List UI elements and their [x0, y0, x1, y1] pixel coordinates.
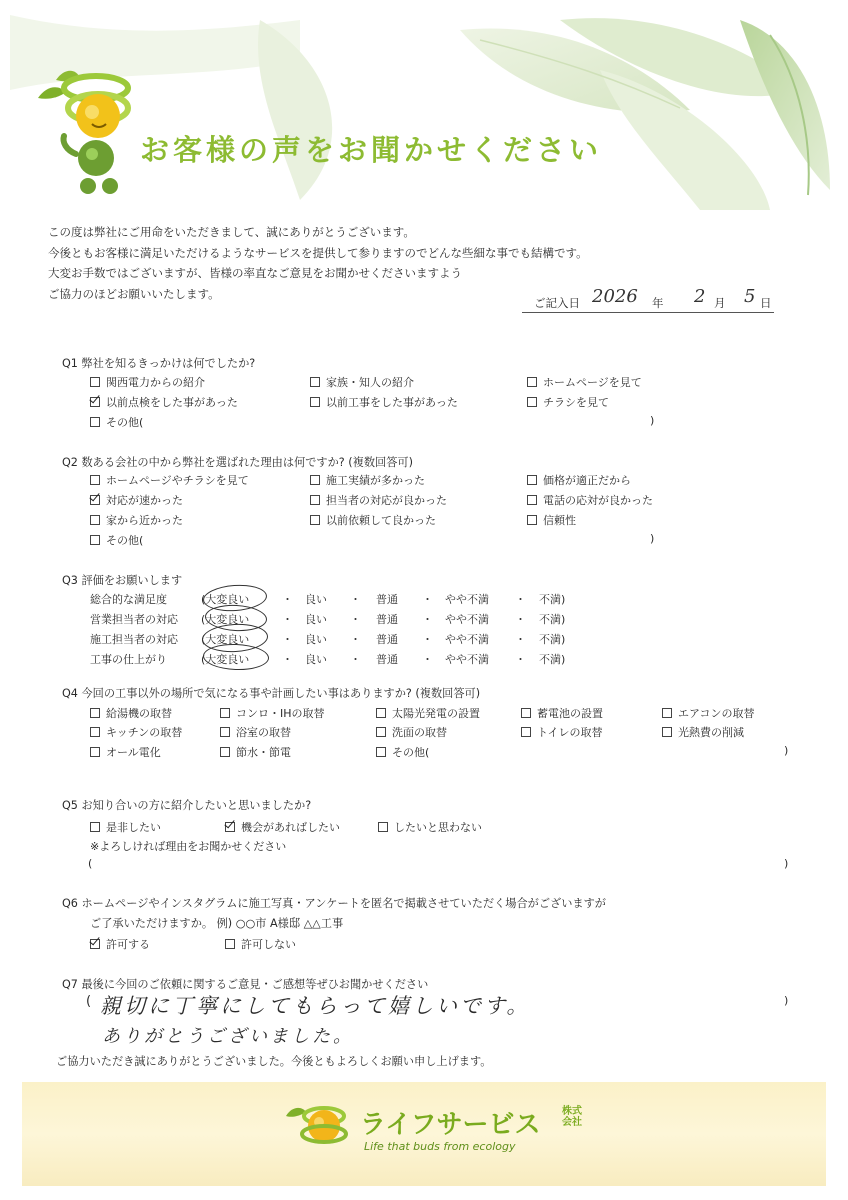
- q1-option[interactable]: 関西電力からの紹介: [90, 374, 205, 390]
- q3-scale-option[interactable]: (大変良い: [201, 653, 250, 666]
- checkbox[interactable]: [90, 727, 100, 737]
- q4-option[interactable]: 光熱費の削減: [662, 724, 744, 740]
- q3-scale-option[interactable]: 普通: [376, 633, 398, 646]
- checkbox[interactable]: [527, 495, 537, 505]
- checkbox-checked[interactable]: [90, 495, 100, 505]
- q2-option[interactable]: 信頼性: [527, 512, 576, 528]
- page-title: お客様の声をお聞かせください: [140, 133, 603, 167]
- checkbox[interactable]: [90, 747, 100, 757]
- date-month: 2: [694, 286, 706, 307]
- q3-scale-option[interactable]: 普通: [376, 593, 398, 606]
- company-logo-icon: [284, 1094, 354, 1154]
- q7-open-paren: (: [86, 994, 92, 1009]
- mascot-icon: [36, 58, 136, 198]
- date-year-unit: 年: [652, 296, 664, 310]
- checkbox[interactable]: [376, 727, 386, 737]
- checkbox[interactable]: [527, 377, 537, 387]
- checkbox[interactable]: [90, 535, 100, 545]
- q3-scale-option[interactable]: 普通: [376, 653, 398, 666]
- q3-scale-option[interactable]: やや不満: [445, 613, 489, 626]
- q3-scale-sep: ・: [422, 593, 433, 606]
- q3-scale-option[interactable]: 不満): [539, 653, 566, 666]
- q1-option[interactable]: ホームページを見て: [527, 374, 642, 390]
- checkbox[interactable]: [662, 727, 672, 737]
- date-day: 5: [744, 286, 756, 307]
- q4-option[interactable]: エアコンの取替: [662, 705, 754, 721]
- q2-option[interactable]: 以前依頼して良かった: [310, 512, 436, 528]
- q3-scale-sep: ・: [350, 593, 361, 606]
- checkbox[interactable]: [90, 475, 100, 485]
- q3-scale-option[interactable]: (大変良い: [201, 593, 250, 606]
- q5-option[interactable]: 機会があればしたい: [225, 819, 340, 835]
- date-month-unit: 月: [714, 296, 726, 310]
- date-label: ご記入日: [534, 296, 580, 310]
- question-q4: Q4 今回の工事以外の場所で気になる事や計画したい事はありますか? (複数回答可): [62, 687, 481, 700]
- q3-scale-option[interactable]: 良い: [305, 593, 327, 606]
- checkbox[interactable]: [310, 515, 320, 525]
- q5-option[interactable]: 是非したい: [90, 819, 161, 835]
- question-q6: Q6 ホームページやインスタグラムに施工写真・アンケートを匿名で掲載させていただく場合がございますが: [62, 897, 606, 910]
- footer-band: [22, 1082, 826, 1186]
- q2-option[interactable]: 施工実績が多かった: [310, 472, 425, 488]
- checkbox[interactable]: [90, 708, 100, 718]
- q3-row-label: 施工担当者の対応: [90, 633, 178, 646]
- q4-option[interactable]: コンロ・IHの取替: [220, 705, 325, 721]
- checkbox-checked[interactable]: [90, 397, 100, 407]
- q2-option[interactable]: 担当者の対応が良かった: [310, 492, 447, 508]
- entry-date[interactable]: [522, 286, 774, 313]
- q7-close-paren: ): [784, 994, 789, 1007]
- q3-scale-sep: ・: [350, 613, 361, 626]
- checkbox[interactable]: [310, 397, 320, 407]
- q3-scale-option[interactable]: やや不満: [445, 653, 489, 666]
- q3-scale-sep: ・: [350, 633, 361, 646]
- q3-row-label: 工事の仕上がり: [90, 653, 167, 666]
- company-corp-suffix: 株式 会社: [562, 1106, 582, 1128]
- checkbox[interactable]: [90, 417, 100, 427]
- q1-option-other[interactable]: その他(: [90, 414, 143, 430]
- q5-note: ※よろしければ理由をお聞かせください: [90, 840, 287, 853]
- q1-option[interactable]: チラシを見て: [527, 394, 609, 410]
- q1-option[interactable]: 以前工事をした事があった: [310, 394, 458, 410]
- q3-scale-sep: ・: [515, 593, 526, 606]
- q3-row-label: 営業担当者の対応: [90, 613, 178, 626]
- q2-option[interactable]: ホームページやチラシを見て: [90, 472, 249, 488]
- q4-option[interactable]: 節水・節電: [220, 744, 291, 760]
- q5-open-paren: (: [88, 857, 93, 870]
- checkbox[interactable]: [378, 822, 388, 832]
- q3-scale-sep: ・: [282, 613, 293, 626]
- checkbox[interactable]: [310, 377, 320, 387]
- checkbox-checked[interactable]: [90, 939, 100, 949]
- q4-option[interactable]: オール電化: [90, 744, 161, 760]
- question-q3: Q3 評価をお願いします: [62, 574, 183, 587]
- q3-scale-sep: ・: [282, 633, 293, 646]
- company-tagline: Life that buds from ecology: [364, 1140, 516, 1153]
- q1-option[interactable]: 家族・知人の紹介: [310, 374, 414, 390]
- intro-text: [48, 222, 588, 304]
- q3-scale-sep: ・: [282, 653, 293, 666]
- q4-option-other[interactable]: その他(: [376, 744, 429, 760]
- q3-scale-option[interactable]: 良い: [305, 653, 327, 666]
- checkbox[interactable]: [220, 727, 230, 737]
- q2-option-other[interactable]: その他(: [90, 532, 143, 548]
- q3-scale-sep: ・: [422, 633, 433, 646]
- q2-option[interactable]: 対応が速かった: [90, 492, 183, 508]
- q1-option[interactable]: 以前点検をした事があった: [90, 394, 238, 410]
- q3-scale-option[interactable]: (大変良い: [201, 613, 250, 626]
- question-q7: Q7 最後に今回のご依頼に関するご意見・ご感想等ぜひお聞かせください: [62, 978, 429, 991]
- q4-option[interactable]: 蓄電池の設置: [521, 705, 603, 721]
- q3-scale-sep: ・: [515, 613, 526, 626]
- checkbox[interactable]: [220, 747, 230, 757]
- q4-close-paren: ): [784, 744, 789, 757]
- q6-option[interactable]: 許可する: [90, 936, 150, 952]
- q5-option[interactable]: したいと思わない: [378, 819, 482, 835]
- q2-option[interactable]: 価格が適正だから: [527, 472, 631, 488]
- q2-option[interactable]: 電話の応対が良かった: [527, 492, 653, 508]
- q3-scale-sep: ・: [515, 653, 526, 666]
- q5-close-paren: ): [784, 857, 789, 870]
- question-q2: Q2 数ある会社の中から弊社を選ばれた理由は何ですか? (複数回答可): [62, 456, 413, 469]
- date-day-unit: 日: [760, 296, 772, 310]
- q4-option[interactable]: 太陽光発電の設置: [376, 705, 480, 721]
- intro-line: 大変お手数ではございますが、皆様の率直なご意見をお聞かせくださいますよう: [48, 266, 462, 280]
- closing-message: ご協力いただき誠にありがとうございました。今後ともよろしくお願い申し上げます。: [56, 1055, 492, 1068]
- q3-row-label: 総合的な満足度: [90, 593, 167, 606]
- checkbox[interactable]: [220, 708, 230, 718]
- q6-option[interactable]: 許可しない: [225, 936, 296, 952]
- checkbox[interactable]: [527, 515, 537, 525]
- question-q5: Q5 お知り合いの方に紹介したいと思いましたか?: [62, 799, 312, 812]
- company-name: ライフサービス: [360, 1110, 541, 1140]
- question-q6-example: ご了承いただけますか。 例) ○○市 A様邸 △△工事: [90, 917, 344, 930]
- checkbox[interactable]: [521, 708, 531, 718]
- q7-answer-line2[interactable]: ありがとうございました。: [102, 1026, 354, 1047]
- checkbox[interactable]: [90, 515, 100, 525]
- q4-option[interactable]: 浴室の取替: [220, 724, 291, 740]
- checkbox[interactable]: [521, 727, 531, 737]
- question-q1: Q1 弊社を知るきっかけは何でしたか?: [62, 357, 256, 370]
- q2-close-paren: ): [650, 532, 655, 545]
- q3-scale-sep: ・: [350, 653, 361, 666]
- q4-option[interactable]: 洗面の取替: [376, 724, 447, 740]
- q5-reason-field[interactable]: [100, 855, 776, 873]
- q3-scale-sep: ・: [422, 613, 433, 626]
- checkbox[interactable]: [225, 939, 235, 949]
- checkbox-checked[interactable]: [225, 822, 235, 832]
- q3-scale-option[interactable]: やや不満: [445, 593, 489, 606]
- q4-option[interactable]: 給湯機の取替: [90, 705, 172, 721]
- q3-scale-option[interactable]: 不満): [539, 593, 566, 606]
- intro-line: この度は弊社にご用命をいただきまして、誠にありがとうございます。: [48, 225, 415, 239]
- checkbox[interactable]: [310, 475, 320, 485]
- q3-scale-option[interactable]: 良い: [305, 633, 327, 646]
- q3-scale-sep: ・: [515, 633, 526, 646]
- checkbox[interactable]: [376, 708, 386, 718]
- checkbox[interactable]: [527, 475, 537, 485]
- intro-line: ご協力のほどお願いいたします。: [48, 286, 220, 301]
- checkbox[interactable]: [376, 747, 386, 757]
- q3-scale-option[interactable]: (大変良い: [201, 633, 250, 646]
- checkbox[interactable]: [662, 708, 672, 718]
- q3-scale-option[interactable]: 不満): [539, 633, 566, 646]
- intro-line: 今後ともお客様に満足いただけるようなサービスを提供して参りますのでどんな些細な事でも結構です。: [48, 245, 588, 260]
- q3-scale-sep: ・: [282, 593, 293, 606]
- q7-answer-line1[interactable]: 親切に丁寧にしてもらって嬉しいです。: [100, 994, 531, 1018]
- checkbox[interactable]: [527, 397, 537, 407]
- q1-close-paren: ): [650, 414, 655, 427]
- q2-option[interactable]: 家から近かった: [90, 512, 183, 528]
- checkbox[interactable]: [90, 377, 100, 387]
- checkbox[interactable]: [90, 822, 100, 832]
- q3-scale-sep: ・: [422, 653, 433, 666]
- q3-scale-option[interactable]: やや不満: [445, 633, 489, 646]
- q4-option[interactable]: キッチンの取替: [90, 724, 182, 740]
- q3-scale-option[interactable]: 不満): [539, 613, 566, 626]
- checkbox[interactable]: [310, 495, 320, 505]
- q3-scale-option[interactable]: 普通: [376, 613, 398, 626]
- q3-scale-option[interactable]: 良い: [305, 613, 327, 626]
- q4-option[interactable]: トイレの取替: [521, 724, 602, 740]
- date-year: 2026: [592, 286, 638, 307]
